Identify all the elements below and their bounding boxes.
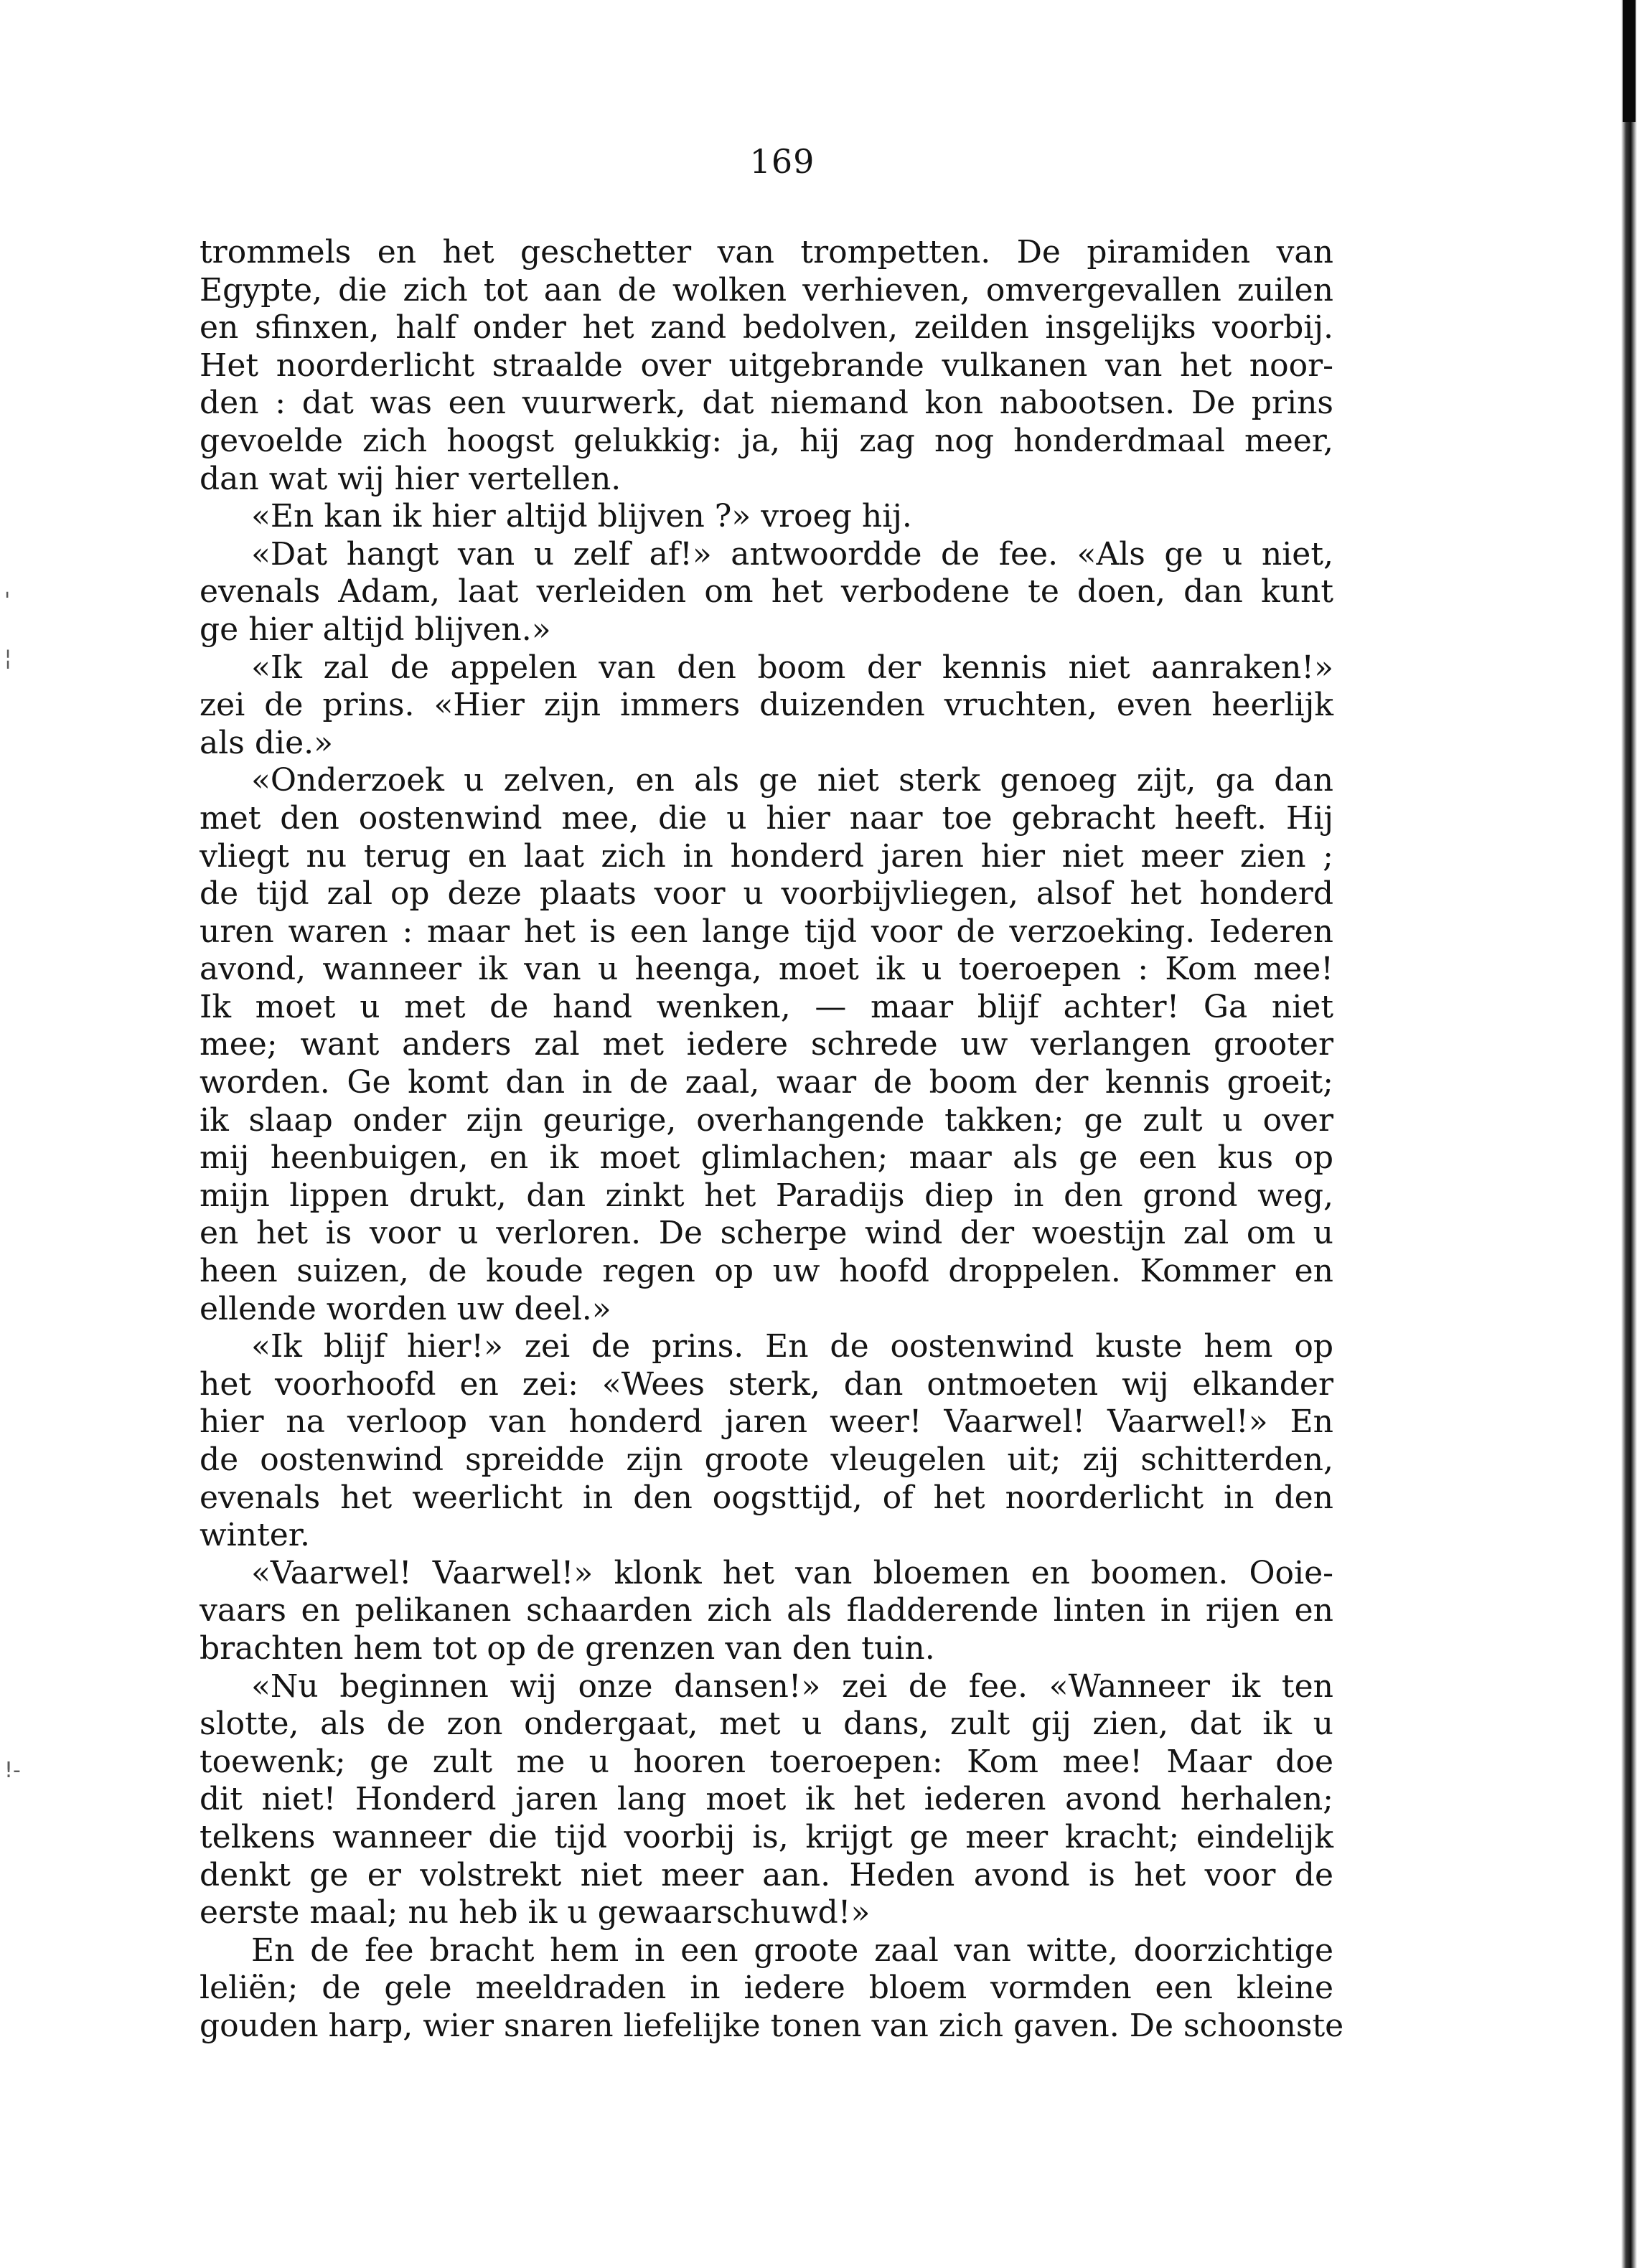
text-line: Ik moet u met de hand wenken, — maar blijf achter! Ga niet xyxy=(200,988,1333,1025)
text-line: leliën; de gele meeldraden in iedere bloem vormden een kleine xyxy=(200,1970,1333,2007)
text-line: «Ik blijf hier!» zei de prins. En de oostenwind kuste hem op xyxy=(251,1328,1333,1365)
text-line: heen suizen, de koude regen op uw hoofd droppelen. Kommer en xyxy=(200,1253,1333,1290)
margin-speck: ' xyxy=(4,588,11,613)
text-line: het voorhoofd en zei: «Wees sterk, dan ontmoeten wij elkander xyxy=(200,1365,1333,1403)
text-line: winter. xyxy=(200,1517,310,1554)
text-line: trommels en het geschetter van trompetten. De piramiden van xyxy=(200,234,1333,270)
text-line: dan wat wij hier vertellen. xyxy=(200,460,622,497)
margin-speck: ¦ xyxy=(4,646,12,671)
text-line: den : dat was een vuurwerk, dat niemand kon nabootsen. De prins xyxy=(200,385,1333,422)
text-line: brachten hem tot op de grenzen van den tuin. xyxy=(200,1629,935,1667)
text-line: ellende worden uw deel.» xyxy=(200,1290,611,1327)
text-line: als die.» xyxy=(200,724,334,761)
text-line: «Vaarwel! Vaarwel!» klonk het van bloemen en boomen. Ooie- xyxy=(251,1554,1333,1591)
body-text xyxy=(200,234,1344,2046)
text-line: vaars en pelikanen schaarden zich als fladderende linten in rijen en xyxy=(200,1592,1333,1629)
text-line: evenals Adam, laat verleiden om het verbodene te doen, dan kunt xyxy=(200,573,1333,611)
text-line: «Nu beginnen wij onze dansen!» zei de fee. «Wanneer ik ten xyxy=(251,1667,1333,1705)
text-line: slotte, als de zon ondergaat, met u dans, zult gij zien, dat ik u xyxy=(200,1705,1333,1743)
text-line: En de fee bracht hem in een groote zaal van witte, doorzichtige xyxy=(251,1931,1333,1969)
text-line: de oostenwind spreidde zijn groote vleugelen uit; zij schitterden, xyxy=(200,1441,1333,1478)
text-line: en het is voor u verloren. De scherpe wind der woestijn zal om u xyxy=(200,1215,1333,1252)
text-line: Egypte, die zich tot aan de wolken verhieven, omvergevallen zuilen xyxy=(200,271,1333,309)
text-line: worden. Ge komt dan in de zaal, waar de boom der kennis groeit; xyxy=(200,1064,1333,1101)
text-line: avond, wanneer ik van u heenga, moet ik u toeroepen : Kom mee! xyxy=(200,951,1333,988)
text-line: mee; want anders zal met iedere schrede uw verlangen grooter xyxy=(200,1026,1333,1063)
margin-speck: !- xyxy=(4,1758,21,1783)
text-line: uren waren : maar het is een lange tijd voor de verzoeking. Iederen xyxy=(200,913,1333,950)
text-line: ik slaap onder zijn geurige, overhangende takken; ge zult u over xyxy=(200,1101,1333,1139)
text-line: ge hier altijd blijven.» xyxy=(200,611,551,648)
text-line: gevoelde zich hoogst gelukkig: ja, hij zag nog honderdmaal meer, xyxy=(200,422,1333,459)
text-line: «Dat hangt van u zelf af!» antwoordde de fee. «Als ge u niet, xyxy=(251,535,1333,573)
text-line: toewenk; ge zult me u hooren toeroepen: Kom mee! Maar doe xyxy=(200,1743,1333,1780)
text-line: eerste maal; nu heb ik u gewaarschuwd!» xyxy=(200,1894,871,1931)
text-line: zei de prins. «Hier zijn immers duizenden vruchten, even heerlijk xyxy=(200,687,1333,724)
text-line: mij heenbuigen, en ik moet glimlachen; maar als ge een kus op xyxy=(200,1139,1333,1177)
text-line: dit niet! Honderd jaren lang moet ik het iederen avond herhalen; xyxy=(200,1781,1333,1818)
text-line: de tijd zal op deze plaats voor u voorbijvliegen, alsof het honderd xyxy=(200,875,1333,913)
page-binding-edge xyxy=(1621,0,1637,2268)
text-line: hier na verloop van honderd jaren weer! Vaarwel! Vaarwel!» En xyxy=(200,1403,1333,1441)
text-line: «En kan ik hier altijd blijven ?» vroeg hij. xyxy=(251,498,912,535)
page-number: 169 xyxy=(749,142,815,181)
text-line: en sfinxen, half onder het zand bedolven, zeilden insgelijks voorbij. xyxy=(200,309,1333,347)
text-line: denkt ge er volstrekt niet meer aan. Heden avond is het voor de xyxy=(200,1856,1333,1893)
text-line: evenals het weerlicht in den oogsttijd, of het noorderlicht in den xyxy=(200,1479,1333,1516)
text-line: «Ik zal de appelen van den boom der kennis niet aanraken!» xyxy=(251,649,1333,686)
binding-shadow xyxy=(1623,0,1636,122)
text-line: mijn lippen drukt, dan zinkt het Paradijs diep in den grond weg, xyxy=(200,1177,1333,1214)
text-line: gouden harp, wier snaren liefelijke tonen van zich gaven. De schoonste xyxy=(200,2007,1344,2044)
text-line: met den oostenwind mee, die u hier naar toe gebracht heeft. Hij xyxy=(200,799,1333,837)
text-line: Het noorderlicht straalde over uitgebrande vulkanen van het noor- xyxy=(200,347,1333,384)
text-line: vliegt nu terug en laat zich in honderd jaren hier niet meer zien ; xyxy=(200,837,1333,875)
text-line: «Onderzoek u zelven, en als ge niet sterk genoeg zijt, ga dan xyxy=(251,762,1333,799)
text-line: telkens wanneer die tijd voorbij is, krijgt ge meer kracht; eindelijk xyxy=(200,1818,1333,1855)
